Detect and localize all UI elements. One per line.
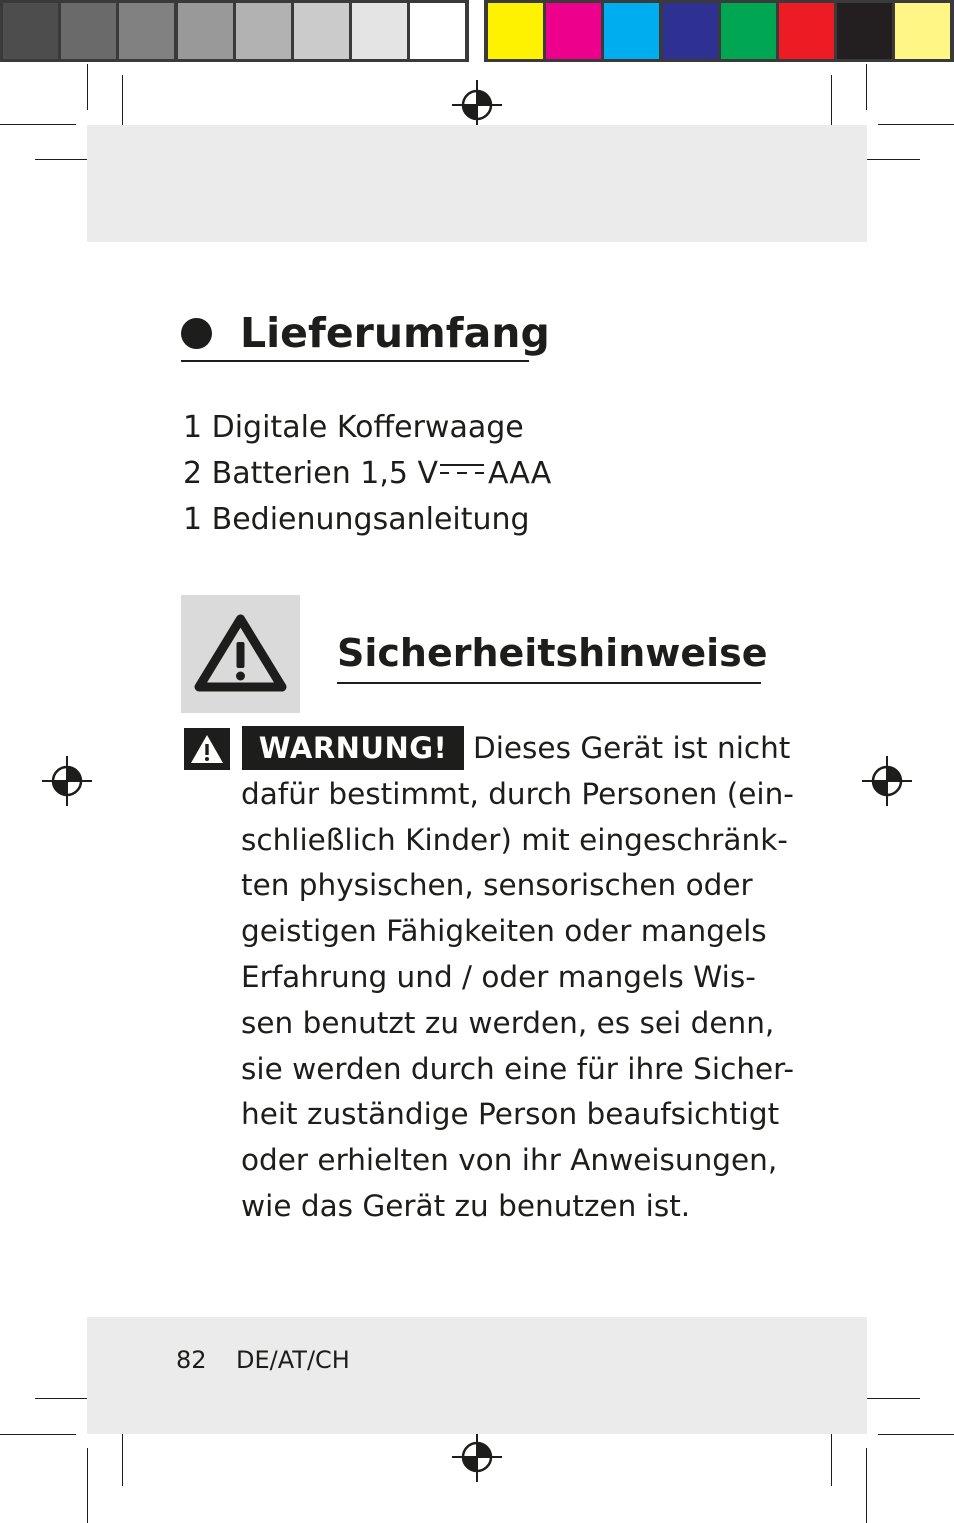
paragraph-line: wie das Gerät zu benutzen ist.	[241, 1188, 691, 1223]
paragraph-line: schließlich Kinder) mit eingeschränk-	[241, 822, 788, 857]
color-swatch	[488, 3, 543, 59]
color-swatch	[663, 3, 718, 59]
registration-mark-right	[862, 756, 912, 806]
crop-mark	[87, 1448, 88, 1523]
paragraph-line: dafür bestimmt, durch Personen (ein-	[241, 776, 794, 811]
registration-mark-top	[452, 80, 502, 130]
crop-mark	[0, 1434, 76, 1435]
paragraph-line: ten physischen, sensorischen oder	[241, 868, 753, 903]
paragraph-line: sie werden durch eine für ihre Sicher-	[241, 1051, 795, 1086]
list-item-suffix: AAA	[488, 456, 552, 491]
color-swatch	[895, 3, 950, 59]
crop-mark	[0, 124, 76, 125]
heading-underline	[181, 360, 529, 362]
page-footer	[176, 1344, 350, 1376]
list-item-prefix: 2 Batterien 1,5 V	[183, 456, 439, 491]
gray-swatch	[294, 3, 349, 59]
warning-label: WARNUNG!	[242, 726, 464, 770]
gray-swatch	[352, 3, 407, 59]
crop-mark	[87, 64, 88, 110]
heading-underline	[337, 682, 761, 684]
crop-mark	[878, 124, 954, 125]
direct-current-icon	[440, 462, 484, 476]
color-swatch	[546, 3, 601, 59]
page-number: 82	[176, 1346, 207, 1374]
gray-swatch	[236, 3, 291, 59]
warning-triangle-small-icon	[184, 728, 230, 770]
warning-triangle-icon	[181, 595, 300, 713]
paragraph-line: oder erhielten von ihr Anweisungen,	[241, 1143, 778, 1178]
gray-swatch	[178, 3, 233, 59]
crop-mark	[866, 1448, 867, 1523]
warning-paragraph	[241, 726, 794, 1230]
header-band	[87, 125, 867, 242]
heading-bullet-icon	[181, 318, 212, 349]
paragraph-line: heit zuständige Person beaufsichtigt	[241, 1097, 780, 1132]
gray-swatch	[61, 3, 116, 59]
list-item: 1 Digitale Kofferwaage	[183, 410, 524, 445]
warning-small-box	[184, 728, 230, 770]
paragraph-line: Dieses Gerät ist nicht	[473, 731, 791, 765]
registration-mark-bottom	[452, 1432, 502, 1482]
gray-swatch	[3, 3, 58, 59]
paragraph-line: sen benutzt zu werden, es sei denn,	[241, 1005, 775, 1040]
paragraph-line: geistigen Fähigkeiten oder mangels	[241, 914, 767, 949]
color-swatch	[779, 3, 834, 59]
delivery-list	[183, 405, 551, 543]
color-swatch	[837, 3, 892, 59]
color-swatch	[604, 3, 659, 59]
registration-mark-left	[42, 756, 92, 806]
section-title-sicherheitshinweise: Sicherheitshinweise	[337, 631, 768, 675]
color-swatch	[721, 3, 776, 59]
section-title-lieferumfang: Lieferumfang	[240, 309, 550, 357]
crop-mark	[866, 64, 867, 110]
list-item: 1 Bedienungsanleitung	[183, 502, 530, 537]
gray-swatch	[119, 3, 174, 59]
gray-swatch	[410, 3, 465, 59]
region-code: DE/AT/CH	[236, 1346, 350, 1374]
warning-symbol-box	[181, 595, 300, 713]
crop-mark	[878, 1434, 954, 1435]
paragraph-line: Erfahrung und / oder mangels Wis-	[241, 959, 756, 994]
list-item	[183, 451, 551, 497]
